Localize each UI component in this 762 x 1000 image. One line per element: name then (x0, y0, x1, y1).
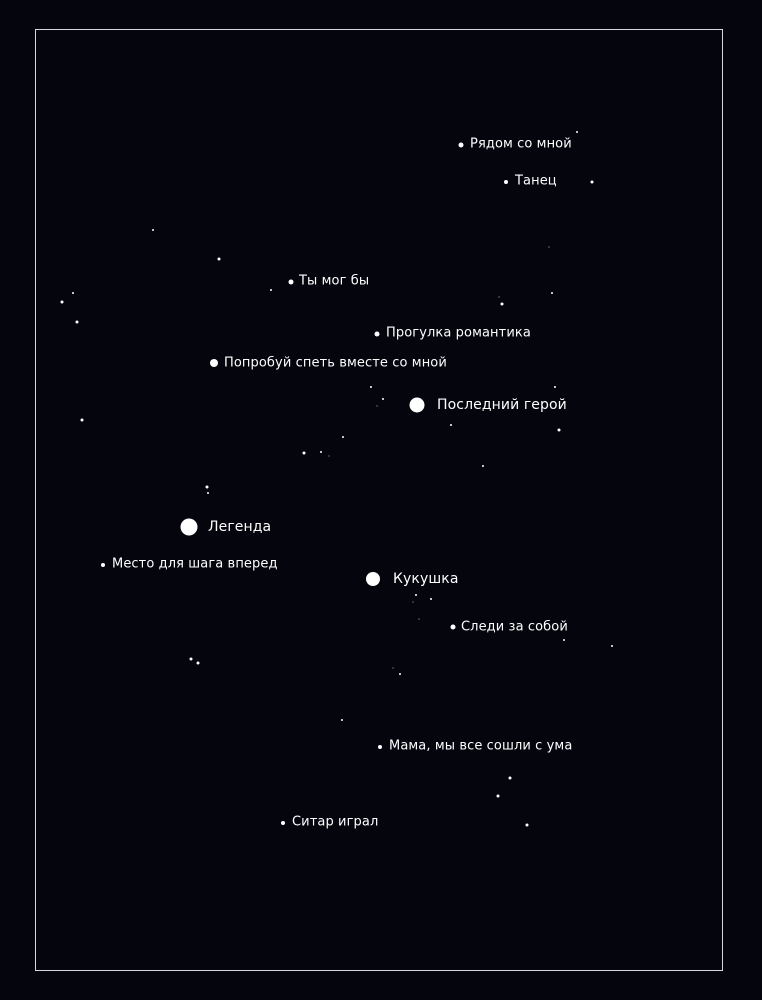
background-star (76, 321, 79, 324)
label-mama-my-vse: Мама, мы все сошли с ума (389, 738, 573, 754)
poster-frame (35, 29, 723, 971)
star-sitar-igral (281, 821, 285, 825)
background-star (190, 658, 193, 661)
star-progulka-romantika (375, 332, 380, 337)
background-star (370, 386, 372, 388)
star-legenda (181, 519, 198, 536)
background-star (497, 795, 500, 798)
background-star (558, 429, 561, 432)
background-star (393, 668, 394, 669)
background-star (270, 289, 272, 291)
background-star (81, 419, 84, 422)
label-ryadom-so-mnoy: Рядом со мной (470, 136, 572, 152)
background-star (509, 777, 512, 780)
background-star (197, 662, 200, 665)
label-tanets: Танец (515, 173, 557, 189)
star-mama-my-vse (378, 745, 382, 749)
label-sitar-igral: Ситар играл (292, 814, 379, 830)
background-star (303, 452, 306, 455)
background-star (342, 436, 344, 438)
star-kukushka (366, 572, 380, 586)
background-star (399, 673, 401, 675)
star-mesto-dlya-shaga (101, 563, 105, 567)
background-star (499, 297, 500, 298)
star-ty-mog-by (289, 280, 294, 285)
background-star (61, 301, 64, 304)
label-ty-mog-by: Ты мог бы (299, 273, 370, 289)
background-star (413, 602, 414, 603)
background-star (482, 465, 484, 467)
background-star (206, 486, 209, 489)
label-progulka-romantika: Прогулка романтика (386, 325, 531, 341)
background-star (207, 492, 209, 494)
background-star (450, 424, 452, 426)
background-star (377, 406, 378, 407)
star-ryadom-so-mnoy (459, 143, 464, 148)
background-star (611, 645, 613, 647)
label-poprobuy-spet: Попробуй спеть вместе со мной (224, 355, 447, 371)
background-star (415, 594, 417, 596)
label-mesto-dlya-shaga: Место для шага вперед (112, 556, 278, 572)
background-star (554, 386, 556, 388)
label-posledniy-geroy: Последний герой (437, 397, 567, 413)
background-star (72, 292, 74, 294)
background-star (419, 619, 420, 620)
background-star (563, 639, 565, 641)
background-star (576, 131, 578, 133)
background-star (320, 451, 322, 453)
background-star (549, 247, 550, 248)
background-star (501, 303, 504, 306)
background-star (329, 456, 330, 457)
star-sledi-za-soboy (451, 625, 456, 630)
background-star (526, 824, 529, 827)
background-star (341, 719, 343, 721)
star-tanets (504, 180, 508, 184)
background-star (218, 258, 221, 261)
background-star (551, 292, 553, 294)
label-sledi-za-soboy: Следи за собой (461, 619, 568, 635)
star-poprobuy-spet (210, 359, 218, 367)
star-posledniy-geroy (410, 398, 425, 413)
label-kukushka: Кукушка (393, 571, 459, 587)
background-star (382, 398, 384, 400)
background-star (591, 181, 594, 184)
background-star (152, 229, 154, 231)
background-star (430, 598, 432, 600)
label-legenda: Легенда (208, 519, 272, 535)
